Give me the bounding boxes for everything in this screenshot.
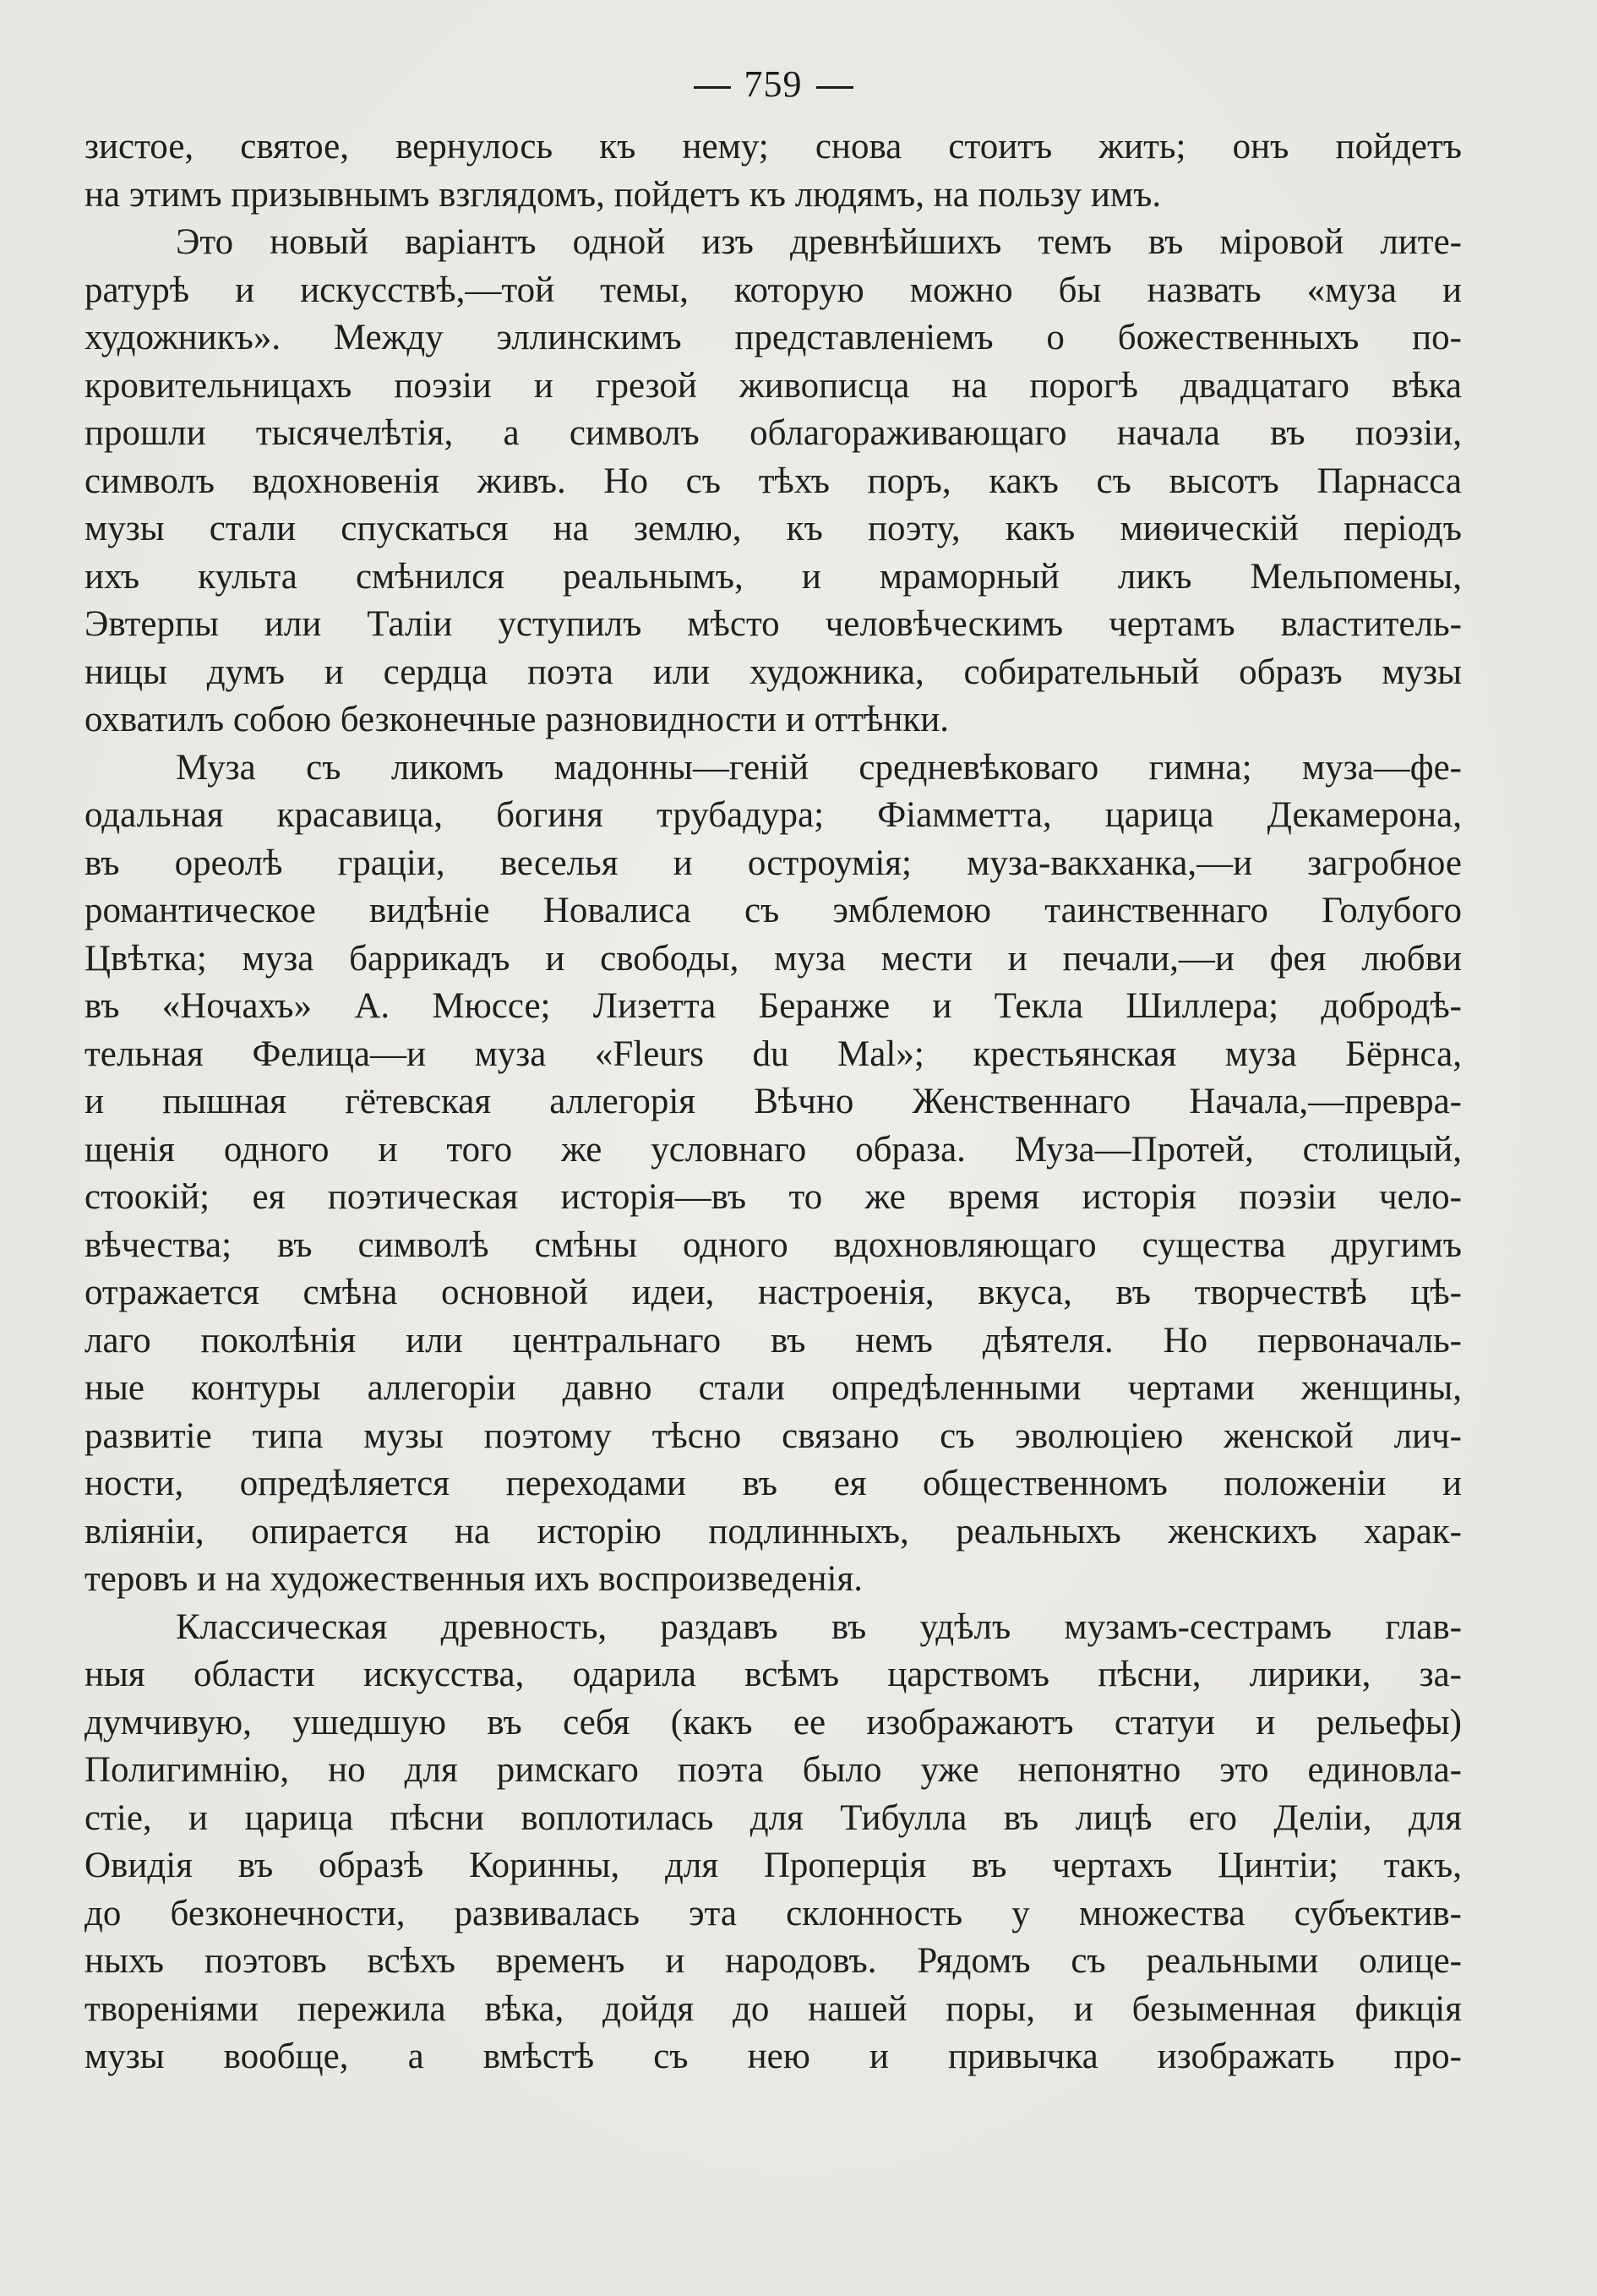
text-line: Полигимнію, но для римскаго поэта было уже непонятно это единовла- xyxy=(84,1750,1462,1790)
text-line: ныя области искусства, одарила всѣмъ царствомъ пѣсни, лирики, за- xyxy=(84,1655,1462,1694)
text-line: ности, опредѣляется переходами въ ея общественномъ положеніи и xyxy=(84,1464,1462,1503)
text-line: Цвѣтка; муза баррикадъ и свободы, муза мести и печали,—и фея любви xyxy=(84,938,1462,979)
text-line: на этимъ призывнымъ взглядомъ, пойдетъ къ людямъ, на пользу имъ. xyxy=(84,174,1162,215)
text-line: и пышная гётевская аллегорія Вѣчно Женственнаго Начала,—превра- xyxy=(84,1082,1462,1121)
text-line: прошли тысячелѣтія, а символъ облагораживающаго начала въ поэзіи, xyxy=(84,413,1462,453)
text-line: символъ вдохновенія живъ. Но съ тѣхъ поръ, какъ съ высотъ Парнасса xyxy=(84,461,1462,501)
left-dash xyxy=(694,86,731,89)
text-line: вліяніи, опирается на исторію подлинныхъ, реальныхъ женскихъ харак- xyxy=(84,1511,1462,1552)
text-line: развитіе типа музы поэтому тѣсно связано съ эволюціею женской лич- xyxy=(84,1415,1462,1456)
text-line: художникъ». Между эллинскимъ представленіемъ о божественныхъ по- xyxy=(84,318,1462,357)
text-line: Это новый варіантъ одной изъ древнѣйшихъ темъ въ міровой лите- xyxy=(176,222,1462,262)
text-line: одальная красавица, богиня трубадура; Фіамметта, царица Декамерона, xyxy=(84,795,1462,835)
text-line: ные контуры аллегоріи давно стали опредѣленными чертами женщины, xyxy=(84,1368,1462,1408)
text-line: въ ореолѣ граціи, веселья и остроумія; муза-вакханка,—и загробное xyxy=(84,843,1462,883)
text-line: щенія одного и того же условнаго образа. Муза—Протей, столицый, xyxy=(84,1129,1462,1170)
text-line: кровительницахъ поэзіи и грезой живописца на порогѣ двадцатаго вѣка xyxy=(84,365,1462,406)
text-line: ихъ культа смѣнился реальнымъ, и мраморный ликъ Мельпомены, xyxy=(84,556,1462,597)
text-line: Классическая древность, раздавъ въ удѣлъ музамъ-сестрамъ глав- xyxy=(176,1606,1462,1647)
paragraph-3 xyxy=(84,744,1462,1604)
text-line: ратурѣ и искусствѣ,—той темы, которую можно бы назвать «муза и xyxy=(84,270,1462,310)
text-line: Муза съ ликомъ мадонны—геній средневѣковаго гимна; муза—фе- xyxy=(176,747,1462,788)
text-line: Овидія въ образѣ Коринны, для Проперція въ чертахъ Цинтіи; такъ, xyxy=(84,1846,1462,1885)
text-line: романтическое видѣніе Новалиса съ эмблемою таинственнаго Голубого xyxy=(84,891,1462,930)
text-line: вѣчества; въ символѣ смѣны одного вдохновляющаго существа другимъ xyxy=(84,1224,1462,1265)
text-line: теровъ и на художественныя ихъ воспроизведенія. xyxy=(84,1559,863,1599)
paragraph-1 xyxy=(84,123,1462,219)
text-line: стоокій; ея поэтическая исторія—въ то же время исторія поэзіи чело- xyxy=(84,1177,1462,1217)
text-line: твореніями пережила вѣка, дойдя до нашей поры, и безыменная фикція xyxy=(84,1988,1462,2029)
text-line: ницы думъ и сердца поэта или художника, собирательный образъ музы xyxy=(84,652,1462,692)
text-line: ныхъ поэтовъ всѣхъ временъ и народовъ. Рядомъ съ реальными олице- xyxy=(84,1941,1462,1981)
text-line: музы вообще, а вмѣстѣ съ нею и привычка изображать про- xyxy=(84,2037,1462,2076)
text-line: охватилъ собою безконечные разновидности и оттѣнки. xyxy=(84,700,950,739)
text-line: въ «Ночахъ» А. Мюссе; Лизетта Беранже и Текла Шиллера; добродѣ- xyxy=(84,986,1462,1026)
text-line: стіе, и царица пѣсни воплотилась для Тибулла въ лицѣ его Деліи, для xyxy=(84,1797,1462,1838)
paragraph-4 xyxy=(84,1604,1462,2081)
text-line: музы стали спускаться на землю, къ поэту, какъ миѳическій періодъ xyxy=(84,509,1462,548)
page-number: 759 xyxy=(744,63,803,105)
text-line: лаго поколѣнія или центральнаго въ немъ дѣятеля. Но первоначаль- xyxy=(84,1320,1462,1361)
text-line: отражается смѣна основной идеи, настроенія, вкуса, въ творчествѣ цѣ- xyxy=(84,1273,1462,1312)
text-line: зистое, святое, вернулось къ нему; снова стоитъ жить; онъ пойдетъ xyxy=(84,127,1462,166)
body-text xyxy=(84,123,1462,2081)
text-line: думчивую, ушедшую въ себя (какъ ее изображаютъ статуи и рельефы) xyxy=(84,1702,1462,1742)
text-line: тельная Фелица—и муза «Fleurs du Mal»; крестьянская муза Бёрнса, xyxy=(84,1033,1462,1074)
page-number-header xyxy=(84,61,1462,108)
paragraph-2 xyxy=(84,219,1462,744)
right-dash xyxy=(816,86,853,89)
text-line: до безконечности, развивалась эта склонность у множества субъектив- xyxy=(84,1893,1462,1933)
text-line: Эвтерпы или Таліи уступилъ мѣсто человѣческимъ чертамъ властитель- xyxy=(84,604,1462,644)
